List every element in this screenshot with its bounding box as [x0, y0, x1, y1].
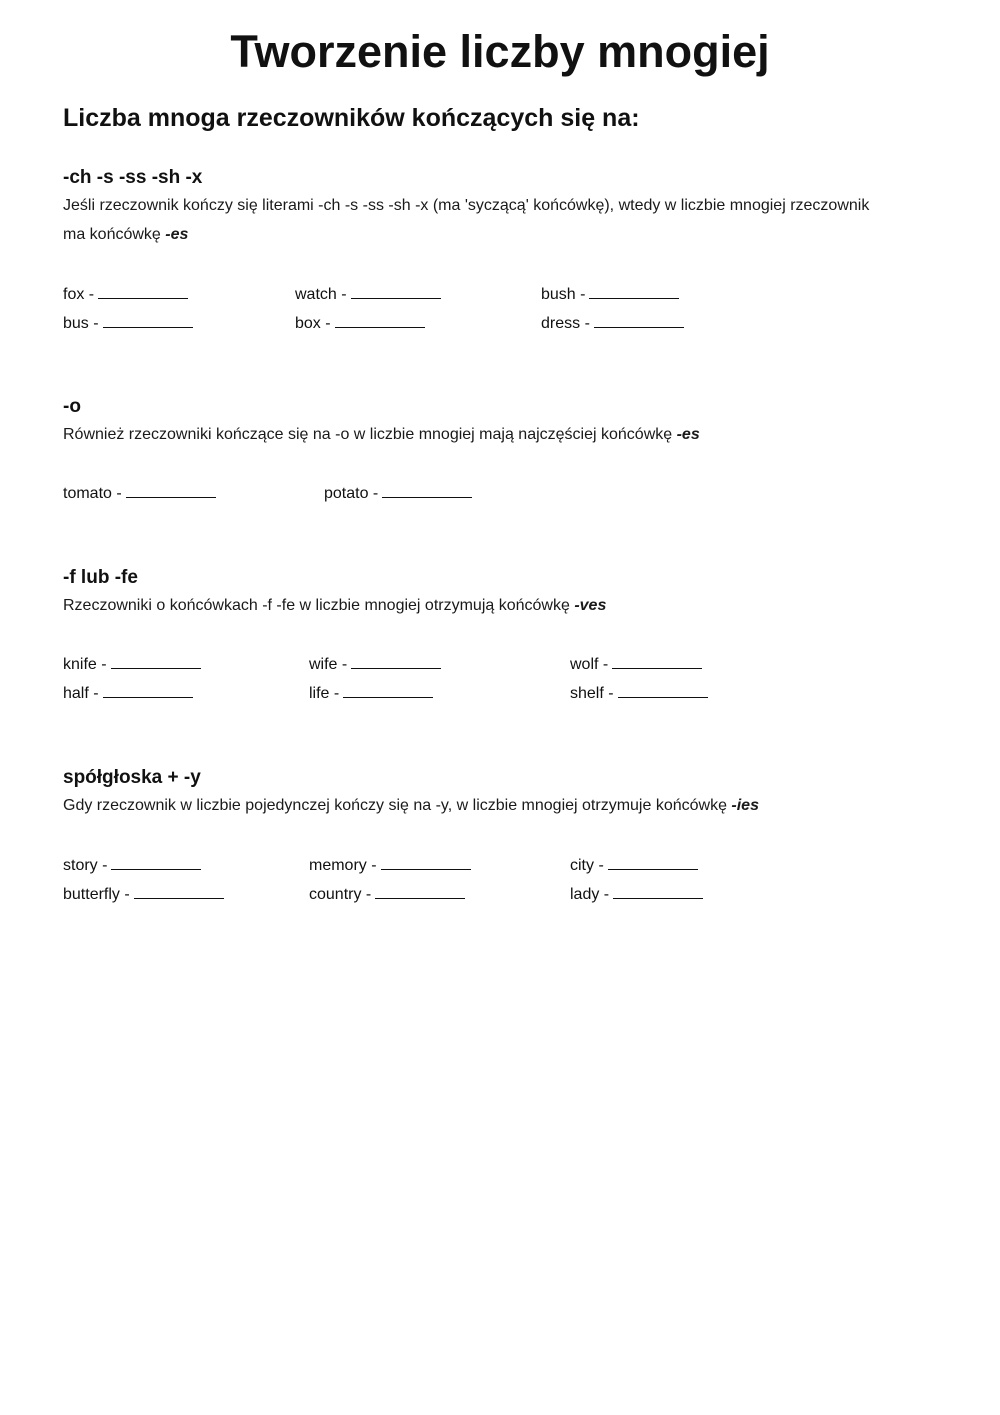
page-subtitle: Liczba mnoga rzeczowników kończących się na:: [63, 104, 640, 132]
answer-blank[interactable]: [103, 312, 193, 328]
section-heading: -ch -s -ss -sh -x: [63, 167, 203, 188]
section-consonant-y: [63, 765, 943, 903]
exercise-grid: [63, 620, 943, 702]
section-o: [63, 394, 943, 502]
exercise-item: fox -: [63, 283, 188, 305]
suffix-highlight: -ves: [574, 597, 607, 614]
answer-blank[interactable]: [594, 312, 684, 328]
suffix-highlight: -ies: [731, 797, 759, 814]
exercise-grid: [63, 249, 943, 332]
exercise-item: story -: [63, 854, 201, 876]
exercise-item: watch -: [295, 283, 441, 305]
exercise-item: dress -: [541, 312, 684, 334]
answer-blank[interactable]: [343, 682, 433, 698]
page-title: Tworzenie liczby mnogiej: [230, 26, 770, 77]
exercise-item: potato -: [324, 482, 472, 504]
section-heading: -f lub -fe: [63, 567, 138, 588]
exercise-item: wolf -: [570, 653, 702, 675]
answer-blank[interactable]: [612, 653, 702, 669]
exercise-item: memory -: [309, 854, 471, 876]
section-description: Rzeczowniki o końcówkach -f -fe w liczbie mnogiej otrzymują końcówkę -ves: [63, 597, 607, 614]
answer-blank[interactable]: [375, 883, 465, 899]
exercise-item: knife -: [63, 653, 201, 675]
exercise-item: tomato -: [63, 482, 216, 504]
section-heading: spółgłoska + -y: [63, 767, 201, 788]
answer-blank[interactable]: [351, 653, 441, 669]
exercise-grid: [63, 820, 943, 903]
answer-blank[interactable]: [98, 283, 188, 299]
section-description: Jeśli rzeczownik kończy się literami -ch -s -ss -sh -x (ma 'syczącą' końcówkę), wtedy w liczbie mnogiej rzeczownik ma końcówkę -es: [63, 197, 870, 243]
exercise-item: life -: [309, 682, 433, 704]
answer-blank[interactable]: [618, 682, 708, 698]
answer-blank[interactable]: [335, 312, 425, 328]
exercise-item: butterfly -: [63, 883, 224, 905]
answer-blank[interactable]: [351, 283, 441, 299]
answer-blank[interactable]: [111, 653, 201, 669]
suffix-highlight: -es: [165, 226, 189, 243]
exercise-item: lady -: [570, 883, 703, 905]
suffix-highlight: -es: [676, 426, 700, 443]
exercise-item: country -: [309, 883, 465, 905]
answer-blank[interactable]: [613, 883, 703, 899]
answer-blank[interactable]: [111, 854, 201, 870]
answer-blank[interactable]: [126, 482, 216, 498]
section-description: Również rzeczowniki kończące się na -o w liczbie mnogiej mają najczęściej końcówkę -es: [63, 426, 700, 443]
exercise-item: shelf -: [570, 682, 708, 704]
section-f-fe: [63, 565, 943, 702]
answer-blank[interactable]: [381, 854, 471, 870]
exercise-item: bush -: [541, 283, 679, 305]
section-heading: -o: [63, 396, 81, 417]
answer-blank[interactable]: [589, 283, 679, 299]
section-description: Gdy rzeczownik w liczbie pojedynczej kończy się na -y, w liczbie mnogiej otrzymuje końcówkę -ies: [63, 797, 759, 814]
answer-blank[interactable]: [134, 883, 224, 899]
exercise-item: half -: [63, 682, 193, 704]
exercise-grid: [63, 449, 943, 502]
exercise-item: box -: [295, 312, 425, 334]
section-sibilant: [63, 165, 943, 332]
answer-blank[interactable]: [382, 482, 472, 498]
exercise-item: city -: [570, 854, 698, 876]
exercise-item: wife -: [309, 653, 441, 675]
exercise-item: bus -: [63, 312, 193, 334]
answer-blank[interactable]: [103, 682, 193, 698]
answer-blank[interactable]: [608, 854, 698, 870]
